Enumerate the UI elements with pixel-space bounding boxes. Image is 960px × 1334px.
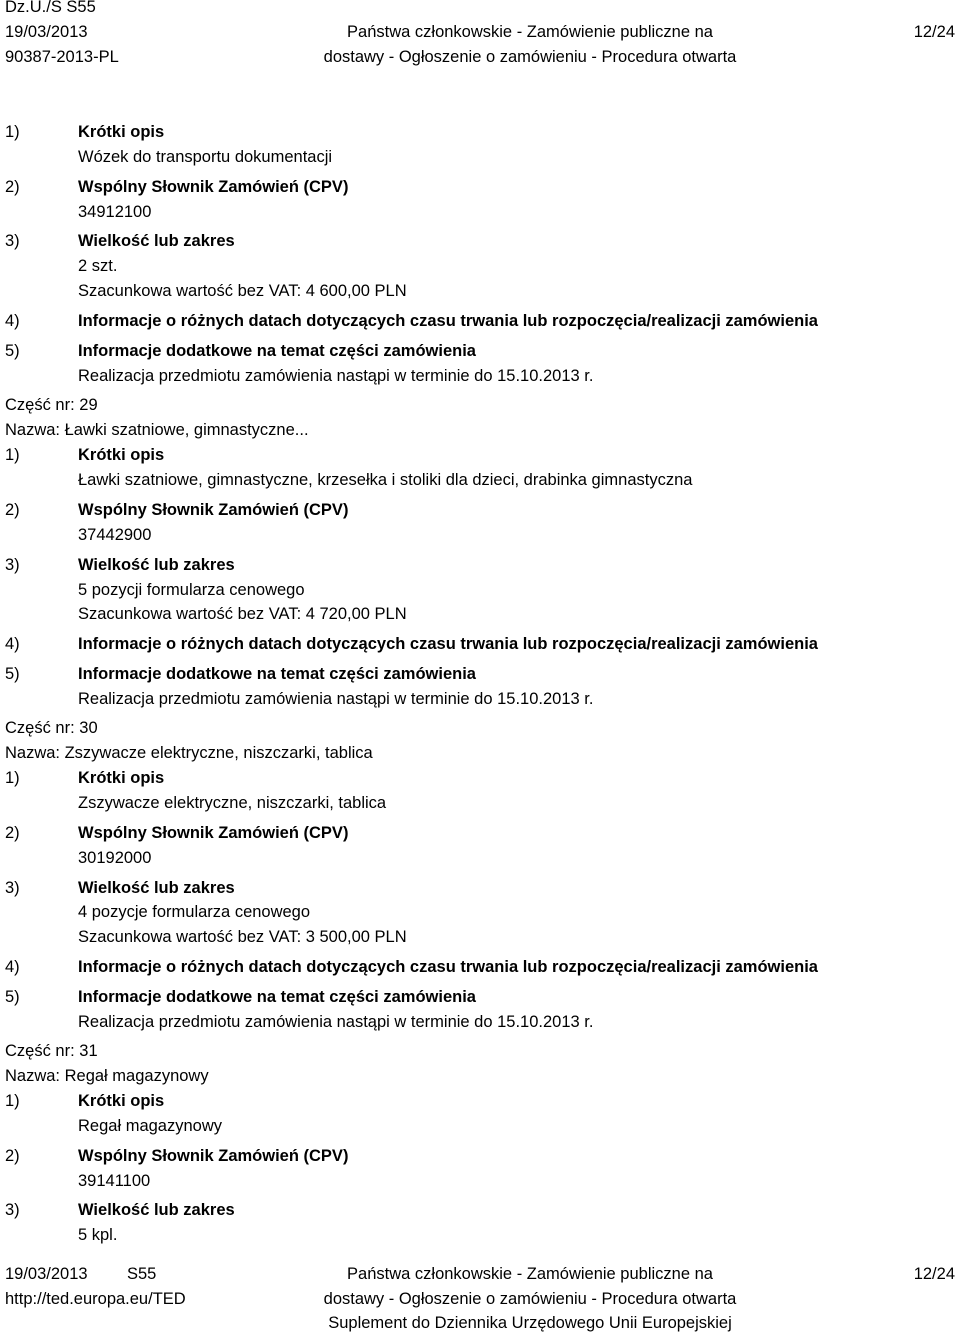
- header-title-line2: dostawy - Ogłoszenie o zamówieniu - Procedura otwarta: [323, 48, 737, 66]
- heading-informacje-daty: Informacje o różnych datach dotyczących czasu trwania lub rozpoczęcia/realizacji zamówienia: [78, 958, 818, 976]
- item-number: 1): [5, 1092, 20, 1110]
- value-ilosc: 2 szt.: [78, 257, 118, 275]
- part-name: Nazwa: Zszywacze elektryczne, niszczarki, tablica: [5, 744, 373, 762]
- heading-wielkosc: Wielkość lub zakres: [78, 1201, 235, 1219]
- heading-cpv: Wspólny Słownik Zamówień (CPV): [78, 1147, 349, 1165]
- heading-krotki-opis: Krótki opis: [78, 123, 165, 141]
- header-doc-id: 90387-2013-PL: [5, 48, 119, 66]
- value-dodatkowe: Realizacja przedmiotu zamówienia nastąpi w terminie do 15.10.2013 r.: [78, 367, 594, 385]
- value-ilosc: 5 pozycji formularza cenowego: [78, 581, 305, 599]
- heading-informacje-dodatkowe: Informacje dodatkowe na temat części zamówienia: [78, 988, 476, 1006]
- heading-informacje-daty: Informacje o różnych datach dotyczących czasu trwania lub rozpoczęcia/realizacji zamówienia: [78, 635, 818, 653]
- value-opis: Zszywacze elektryczne, niszczarki, tablica: [78, 794, 387, 812]
- value-wartosc: Szacunkowa wartość bez VAT: 4 600,00 PLN: [78, 282, 407, 300]
- item-number: 3): [5, 556, 20, 574]
- value-ilosc: 5 kpl.: [78, 1226, 118, 1244]
- footer-url-link[interactable]: http://ted.europa.eu/TED: [5, 1290, 186, 1308]
- item-number: 5): [5, 342, 20, 360]
- heading-krotki-opis: Krótki opis: [78, 1092, 165, 1110]
- value-cpv: 37442900: [78, 526, 152, 544]
- item-number: 3): [5, 879, 20, 897]
- item-number: 5): [5, 988, 20, 1006]
- item-number: 2): [5, 824, 20, 842]
- value-cpv: 39141100: [78, 1172, 151, 1190]
- value-opis: Wózek do transportu dokumentacji: [78, 148, 333, 166]
- heading-wielkosc: Wielkość lub zakres: [78, 556, 235, 574]
- heading-informacje-dodatkowe: Informacje dodatkowe na temat części zamówienia: [78, 665, 476, 683]
- header-date: 19/03/2013: [5, 23, 88, 41]
- part-number: Część nr: 29: [5, 396, 98, 414]
- header-title-line1: Państwa członkowskie - Zamówienie publiczne na: [347, 23, 713, 41]
- item-number: 4): [5, 635, 20, 653]
- item-number: 4): [5, 312, 20, 330]
- item-number: 5): [5, 665, 20, 683]
- item-number: 2): [5, 178, 20, 196]
- part-name: Nazwa: Regał magazynowy: [5, 1067, 209, 1085]
- footer-title-line3: Suplement do Dziennika Urzędowego Unii Europejskiej: [328, 1314, 732, 1332]
- heading-informacje-daty: Informacje o różnych datach dotyczących czasu trwania lub rozpoczęcia/realizacji zamówienia: [78, 312, 818, 330]
- heading-cpv: Wspólny Słownik Zamówień (CPV): [78, 501, 349, 519]
- value-ilosc: 4 pozycje formularza cenowego: [78, 903, 311, 921]
- item-number: 2): [5, 1147, 20, 1165]
- item-number: 3): [5, 232, 20, 250]
- item-number: 1): [5, 123, 20, 141]
- item-number: 1): [5, 446, 20, 464]
- part-name: Nazwa: Ławki szatniowe, gimnastyczne...: [5, 421, 309, 439]
- heading-informacje-dodatkowe: Informacje dodatkowe na temat części zamówienia: [78, 342, 476, 360]
- heading-cpv: Wspólny Słownik Zamówień (CPV): [78, 824, 349, 842]
- item-number: 2): [5, 501, 20, 519]
- footer-title-line2: dostawy - Ogłoszenie o zamówieniu - Procedura otwarta: [323, 1290, 737, 1308]
- value-wartosc: Szacunkowa wartość bez VAT: 3 500,00 PLN: [78, 928, 407, 946]
- footer-series: S55: [127, 1265, 157, 1283]
- value-cpv: 30192000: [78, 849, 152, 867]
- header-page-number: 12/24: [913, 23, 955, 41]
- heading-wielkosc: Wielkość lub zakres: [78, 232, 235, 250]
- item-number: 1): [5, 769, 20, 787]
- heading-krotki-opis: Krótki opis: [78, 769, 165, 787]
- value-opis: Regał magazynowy: [78, 1117, 222, 1135]
- footer-page-number: 12/24: [913, 1265, 955, 1283]
- footer-date: 19/03/2013: [5, 1265, 88, 1283]
- item-number: 3): [5, 1201, 20, 1219]
- value-dodatkowe: Realizacja przedmiotu zamówienia nastąpi w terminie do 15.10.2013 r.: [78, 690, 594, 708]
- value-wartosc: Szacunkowa wartość bez VAT: 4 720,00 PLN: [78, 605, 407, 623]
- part-number: Część nr: 30: [5, 719, 98, 737]
- item-number: 4): [5, 958, 20, 976]
- part-number: Część nr: 31: [5, 1042, 98, 1060]
- value-cpv: 34912100: [78, 203, 152, 221]
- heading-wielkosc: Wielkość lub zakres: [78, 879, 235, 897]
- value-dodatkowe: Realizacja przedmiotu zamówienia nastąpi w terminie do 15.10.2013 r.: [78, 1013, 594, 1031]
- heading-krotki-opis: Krótki opis: [78, 446, 165, 464]
- heading-cpv: Wspólny Słownik Zamówień (CPV): [78, 178, 349, 196]
- value-opis: Ławki szatniowe, gimnastyczne, krzesełka i stoliki dla dzieci, drabinka gimnastyczna: [78, 471, 693, 489]
- footer-title-line1: Państwa członkowskie - Zamówienie publiczne na: [347, 1265, 713, 1283]
- journal-ref: Dz.U./S S55: [5, 0, 96, 16]
